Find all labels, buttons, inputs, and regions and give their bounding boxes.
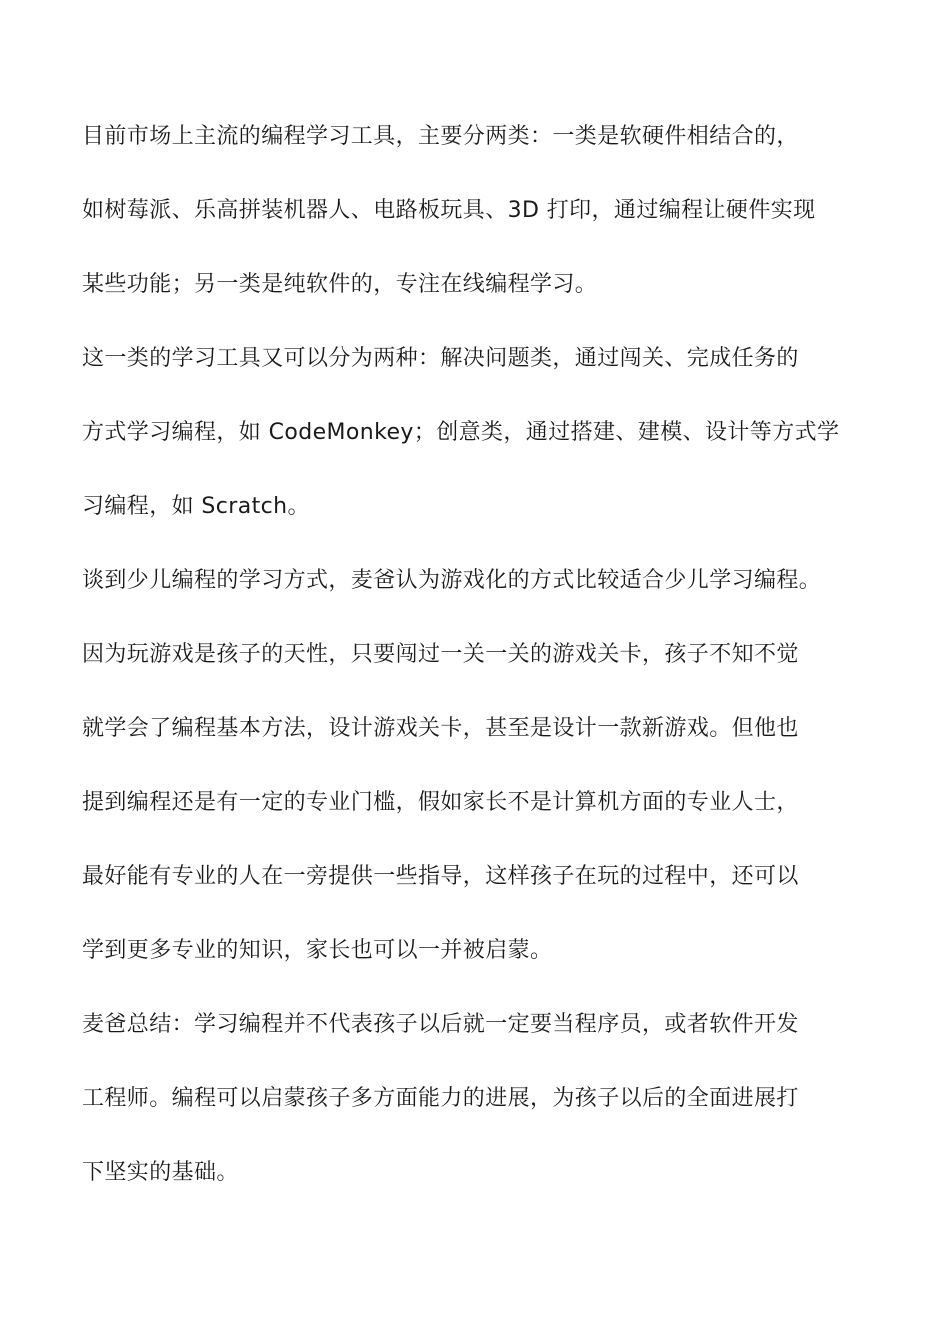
text-line: 习编程，如 Scratch。 bbox=[82, 494, 310, 519]
text-line: 提到编程还是有一定的专业门槛，假如家长不是计算机方面的专业人士， bbox=[82, 790, 799, 815]
text-line: 谈到少儿编程的学习方式，麦爸认为游戏化的方式比较适合少儿学习编程。 bbox=[82, 568, 822, 593]
text-line: 方式学习编程，如 CodeMonkey；创意类，通过搭建、建模、设计等方式学 bbox=[82, 420, 840, 445]
text-line: 下坚实的基础。 bbox=[82, 1160, 239, 1185]
text-line: 目前市场上主流的编程学习工具，主要分两类：一类是软硬件相结合的， bbox=[82, 124, 799, 149]
text-line: 如树莓派、乐高拼装机器人、电路板玩具、3D 打印，通过编程让硬件实现 bbox=[82, 198, 816, 223]
text-line: 因为玩游戏是孩子的天性，只要闯过一关一关的游戏关卡，孩子不知不觉 bbox=[82, 642, 799, 667]
text-line: 最好能有专业的人在一旁提供一些指导，这样孩子在玩的过程中，还可以 bbox=[82, 864, 799, 889]
text-line: 麦爸总结：学习编程并不代表孩子以后就一定要当程序员，或者软件开发 bbox=[82, 1012, 799, 1037]
text-line: 就学会了编程基本方法，设计游戏关卡，甚至是设计一款新游戏。但他也 bbox=[82, 716, 799, 741]
text-line: 某些功能；另一类是纯软件的，专注在线编程学习。 bbox=[82, 272, 598, 297]
text-line: 工程师。编程可以启蒙孩子多方面能力的进展，为孩子以后的全面进展打 bbox=[82, 1086, 799, 1111]
text-line: 这一类的学习工具又可以分为两种：解决问题类，通过闯关、完成任务的 bbox=[82, 346, 799, 371]
text-line: 学到更多专业的知识，家长也可以一并被启蒙。 bbox=[82, 938, 553, 963]
